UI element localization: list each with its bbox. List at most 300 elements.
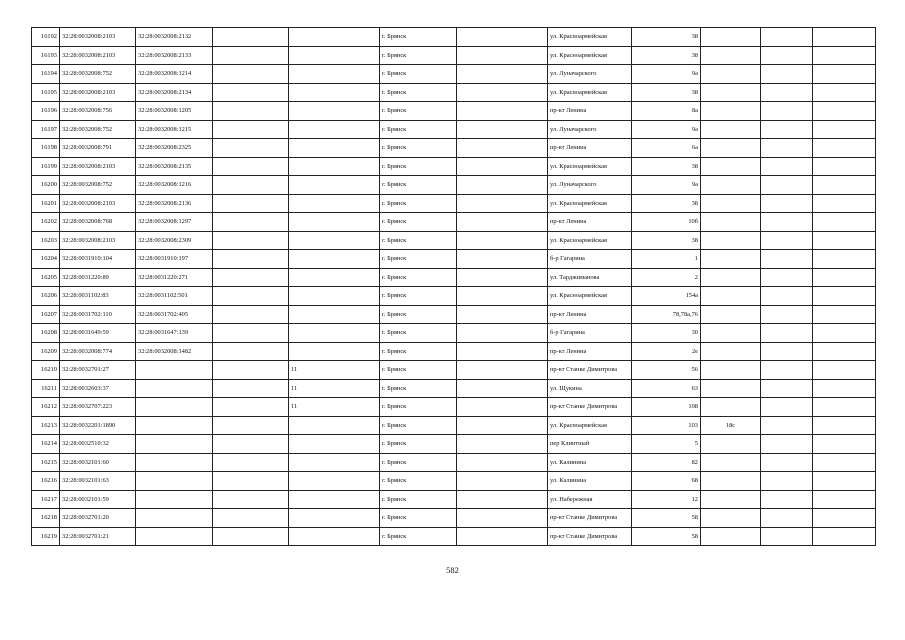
street-cell: ул. Красноармейская (548, 231, 632, 250)
city-cell: г. Брянск (380, 305, 457, 324)
building-cell (701, 157, 761, 176)
house-number: 63 (632, 379, 701, 398)
empty-cell (813, 509, 876, 528)
building-cell (701, 509, 761, 528)
empty-cell (457, 342, 548, 361)
house-number: 9а (632, 120, 701, 139)
linked-cadastral-number (136, 398, 213, 417)
house-number: 30 (632, 324, 701, 343)
row-number: 16195 (32, 83, 60, 102)
empty-cell (761, 231, 813, 250)
empty-cell (457, 46, 548, 65)
building-cell (701, 435, 761, 454)
empty-cell (213, 231, 289, 250)
table-row (32, 398, 876, 417)
city-cell: г. Брянск (380, 194, 457, 213)
table-row (32, 342, 876, 361)
empty-cell (813, 379, 876, 398)
empty-cell (457, 268, 548, 287)
table-row (32, 287, 876, 306)
street-cell: ул. Красноармейская (548, 416, 632, 435)
house-number: 8а (632, 102, 701, 121)
house-number: 38 (632, 194, 701, 213)
empty-cell (813, 490, 876, 509)
empty-cell (457, 287, 548, 306)
empty-cell (457, 361, 548, 380)
linked-cadastral-number (136, 472, 213, 491)
table-body (32, 28, 876, 546)
empty-cell (813, 342, 876, 361)
floor-cell: 11 (289, 361, 380, 380)
city-cell: г. Брянск (380, 416, 457, 435)
empty-cell (813, 361, 876, 380)
empty-cell (813, 194, 876, 213)
street-cell: ул. Красноармейская (548, 28, 632, 47)
floor-cell (289, 472, 380, 491)
street-cell: ул. Калинина (548, 453, 632, 472)
cadastral-number: 32:28:0031649:59 (60, 324, 136, 343)
street-cell: ул. Красноармейская (548, 194, 632, 213)
table-row (32, 472, 876, 491)
floor-cell (289, 102, 380, 121)
row-number: 16211 (32, 379, 60, 398)
street-cell: ул. Красноармейская (548, 287, 632, 306)
empty-cell (761, 139, 813, 158)
row-number: 16200 (32, 176, 60, 195)
empty-cell (457, 102, 548, 121)
cadastral-number: 32:28:0032707:223 (60, 398, 136, 417)
linked-cadastral-number: 32:28:0032008:1214 (136, 65, 213, 84)
house-number: 6а (632, 139, 701, 158)
empty-cell (813, 472, 876, 491)
street-cell: пр-кт Станке Димитрова (548, 361, 632, 380)
cadastral-number: 32:28:0032510:32 (60, 435, 136, 454)
city-cell: г. Брянск (380, 453, 457, 472)
row-number: 16219 (32, 527, 60, 546)
building-cell (701, 379, 761, 398)
house-number: 12 (632, 490, 701, 509)
street-cell: пр-кт Ленина (548, 139, 632, 158)
house-number: 5 (632, 435, 701, 454)
cadastral-number: 32:28:0032701:27 (60, 361, 136, 380)
city-cell: г. Брянск (380, 435, 457, 454)
cadastral-number: 32:28:0032008:2103 (60, 231, 136, 250)
empty-cell (761, 213, 813, 232)
empty-cell (761, 28, 813, 47)
empty-cell (457, 305, 548, 324)
empty-cell (213, 250, 289, 269)
table-row (32, 527, 876, 546)
empty-cell (813, 28, 876, 47)
empty-cell (761, 509, 813, 528)
floor-cell: 11 (289, 379, 380, 398)
city-cell: г. Брянск (380, 250, 457, 269)
city-cell: г. Брянск (380, 490, 457, 509)
building-cell (701, 305, 761, 324)
building-cell (701, 194, 761, 213)
building-cell (701, 342, 761, 361)
row-number: 16212 (32, 398, 60, 417)
cadastral-number: 32:28:0032101:60 (60, 453, 136, 472)
empty-cell (457, 490, 548, 509)
house-number: 9а (632, 65, 701, 84)
street-cell: пер Клинтный (548, 435, 632, 454)
table-row (32, 435, 876, 454)
building-cell (701, 65, 761, 84)
empty-cell (213, 176, 289, 195)
linked-cadastral-number: 32:28:0032008:1215 (136, 120, 213, 139)
empty-cell (457, 157, 548, 176)
table-row (32, 509, 876, 528)
empty-cell (213, 83, 289, 102)
linked-cadastral-number (136, 379, 213, 398)
empty-cell (213, 509, 289, 528)
cadastral-number: 32:28:0032008:2103 (60, 83, 136, 102)
empty-cell (457, 176, 548, 195)
building-cell (701, 213, 761, 232)
city-cell: г. Брянск (380, 342, 457, 361)
empty-cell (813, 102, 876, 121)
row-number: 16196 (32, 102, 60, 121)
city-cell: г. Брянск (380, 120, 457, 139)
empty-cell (813, 287, 876, 306)
empty-cell (813, 65, 876, 84)
row-number: 16208 (32, 324, 60, 343)
table-row (32, 231, 876, 250)
house-number: 103 (632, 416, 701, 435)
floor-cell (289, 139, 380, 158)
empty-cell (213, 435, 289, 454)
empty-cell (457, 527, 548, 546)
empty-cell (213, 453, 289, 472)
floor-cell (289, 157, 380, 176)
empty-cell (813, 398, 876, 417)
city-cell: г. Брянск (380, 102, 457, 121)
empty-cell (213, 472, 289, 491)
row-number: 16217 (32, 490, 60, 509)
floor-cell (289, 65, 380, 84)
city-cell: г. Брянск (380, 527, 457, 546)
linked-cadastral-number (136, 416, 213, 435)
cadastral-number: 32:28:0031702:110 (60, 305, 136, 324)
row-number: 16204 (32, 250, 60, 269)
table-row (32, 157, 876, 176)
page-number: 582 (446, 565, 459, 575)
empty-cell (213, 305, 289, 324)
row-number: 16199 (32, 157, 60, 176)
building-cell (701, 287, 761, 306)
linked-cadastral-number (136, 361, 213, 380)
building-cell (701, 472, 761, 491)
city-cell: г. Брянск (380, 287, 457, 306)
row-number: 16215 (32, 453, 60, 472)
street-cell: ул. Щукина (548, 379, 632, 398)
city-cell: г. Брянск (380, 176, 457, 195)
city-cell: г. Брянск (380, 65, 457, 84)
floor-cell (289, 213, 380, 232)
street-cell: пр-кт Станке Димитрова (548, 509, 632, 528)
city-cell: г. Брянск (380, 268, 457, 287)
empty-cell (813, 268, 876, 287)
empty-cell (761, 342, 813, 361)
street-cell: пр-кт Станке Димитрова (548, 398, 632, 417)
empty-cell (213, 139, 289, 158)
empty-cell (813, 176, 876, 195)
empty-cell (761, 120, 813, 139)
street-cell: пр-кт Ленина (548, 305, 632, 324)
row-number: 16206 (32, 287, 60, 306)
empty-cell (761, 268, 813, 287)
building-cell (701, 527, 761, 546)
building-cell (701, 398, 761, 417)
table-row (32, 65, 876, 84)
cadastral-number: 32:28:0032101:59 (60, 490, 136, 509)
row-number: 16202 (32, 213, 60, 232)
row-number: 16218 (32, 509, 60, 528)
house-number: 2е (632, 342, 701, 361)
house-number: 1 (632, 250, 701, 269)
row-number: 16213 (32, 416, 60, 435)
table-row (32, 490, 876, 509)
row-number: 16216 (32, 472, 60, 491)
empty-cell (457, 231, 548, 250)
cadastral-number: 32:28:0032201:1890 (60, 416, 136, 435)
empty-cell (213, 379, 289, 398)
row-number: 16194 (32, 65, 60, 84)
house-number: 9а (632, 176, 701, 195)
empty-cell (213, 28, 289, 47)
city-cell: г. Брянск (380, 472, 457, 491)
cadastral-number: 32:28:0032008:2103 (60, 157, 136, 176)
empty-cell (213, 398, 289, 417)
empty-cell (761, 83, 813, 102)
empty-cell (457, 194, 548, 213)
floor-cell (289, 28, 380, 47)
empty-cell (457, 416, 548, 435)
street-cell: ул. Калинина (548, 472, 632, 491)
floor-cell (289, 324, 380, 343)
floor-cell (289, 250, 380, 269)
linked-cadastral-number: 32:28:0032008:2134 (136, 83, 213, 102)
linked-cadastral-number: 32:28:0032008:2133 (136, 46, 213, 65)
cadastral-number: 32:28:0032008:2103 (60, 28, 136, 47)
empty-cell (761, 102, 813, 121)
cadastral-number: 32:28:0032008:774 (60, 342, 136, 361)
cadastral-number: 32:28:0032701:20 (60, 509, 136, 528)
table-row (32, 139, 876, 158)
table-row (32, 453, 876, 472)
empty-cell (761, 361, 813, 380)
building-cell (701, 490, 761, 509)
table-row (32, 120, 876, 139)
row-number: 16192 (32, 28, 60, 47)
floor-cell (289, 416, 380, 435)
linked-cadastral-number: 32:28:0032008:2309 (136, 231, 213, 250)
empty-cell (457, 379, 548, 398)
empty-cell (813, 435, 876, 454)
linked-cadastral-number: 32:28:0031910:197 (136, 250, 213, 269)
house-number: 38 (632, 83, 701, 102)
empty-cell (213, 157, 289, 176)
empty-cell (813, 416, 876, 435)
row-number: 16201 (32, 194, 60, 213)
empty-cell (813, 453, 876, 472)
linked-cadastral-number: 32:28:0032008:1205 (136, 102, 213, 121)
empty-cell (813, 83, 876, 102)
empty-cell (213, 416, 289, 435)
house-number: 78,78а,76 (632, 305, 701, 324)
empty-cell (813, 157, 876, 176)
table-row (32, 46, 876, 65)
table-row (32, 324, 876, 343)
table-row (32, 83, 876, 102)
building-cell (701, 361, 761, 380)
table-row (32, 305, 876, 324)
cadastral-number: 32:28:0032008:752 (60, 176, 136, 195)
empty-cell (213, 490, 289, 509)
empty-cell (213, 120, 289, 139)
empty-cell (761, 453, 813, 472)
row-number: 16205 (32, 268, 60, 287)
floor-cell (289, 194, 380, 213)
empty-cell (813, 231, 876, 250)
empty-cell (761, 176, 813, 195)
house-number: 58 (632, 527, 701, 546)
row-number: 16209 (32, 342, 60, 361)
cadastral-number: 32:28:0032008:768 (60, 213, 136, 232)
floor-cell (289, 176, 380, 195)
city-cell: г. Брянск (380, 46, 457, 65)
floor-cell (289, 509, 380, 528)
floor-cell (289, 490, 380, 509)
registry-table (31, 27, 876, 546)
empty-cell (813, 46, 876, 65)
empty-cell (761, 472, 813, 491)
cadastral-number: 32:28:0032008:791 (60, 139, 136, 158)
cadastral-number: 32:28:0032101:63 (60, 472, 136, 491)
house-number: 58 (632, 509, 701, 528)
floor-cell (289, 453, 380, 472)
table-row (32, 28, 876, 47)
building-cell (701, 176, 761, 195)
linked-cadastral-number: 32:28:0032008:1297 (136, 213, 213, 232)
building-cell (701, 28, 761, 47)
street-cell: ул. Луначарского (548, 176, 632, 195)
house-number: 38 (632, 231, 701, 250)
linked-cadastral-number (136, 527, 213, 546)
empty-cell (761, 416, 813, 435)
floor-cell: 11 (289, 398, 380, 417)
empty-cell (761, 490, 813, 509)
house-number: 56 (632, 361, 701, 380)
row-number: 16197 (32, 120, 60, 139)
empty-cell (457, 28, 548, 47)
building-cell (701, 102, 761, 121)
house-number: 10б (632, 213, 701, 232)
table-row (32, 176, 876, 195)
row-number: 16210 (32, 361, 60, 380)
house-number: 108 (632, 398, 701, 417)
empty-cell (813, 324, 876, 343)
empty-cell (761, 324, 813, 343)
building-cell (701, 120, 761, 139)
empty-cell (457, 83, 548, 102)
empty-cell (761, 398, 813, 417)
cadastral-number: 32:28:0032008:2103 (60, 46, 136, 65)
linked-cadastral-number: 32:28:0032008:1482 (136, 342, 213, 361)
street-cell: ул. Тарджиманова (548, 268, 632, 287)
empty-cell (213, 527, 289, 546)
street-cell: ул. Набережная (548, 490, 632, 509)
building-cell (701, 139, 761, 158)
building-cell (701, 268, 761, 287)
street-cell: ул. Луначарского (548, 120, 632, 139)
linked-cadastral-number: 32:28:0031702:405 (136, 305, 213, 324)
linked-cadastral-number (136, 509, 213, 528)
linked-cadastral-number (136, 490, 213, 509)
city-cell: г. Брянск (380, 361, 457, 380)
building-cell (701, 46, 761, 65)
house-number: 38 (632, 46, 701, 65)
empty-cell (761, 194, 813, 213)
table-row (32, 213, 876, 232)
empty-cell (457, 65, 548, 84)
row-number: 16214 (32, 435, 60, 454)
house-number: 154а (632, 287, 701, 306)
city-cell: г. Брянск (380, 398, 457, 417)
city-cell: г. Брянск (380, 509, 457, 528)
street-cell: ул. Луначарского (548, 65, 632, 84)
floor-cell (289, 342, 380, 361)
linked-cadastral-number: 32:28:0031102:501 (136, 287, 213, 306)
empty-cell (813, 139, 876, 158)
empty-cell (761, 527, 813, 546)
empty-cell (761, 250, 813, 269)
building-cell (701, 231, 761, 250)
house-number: 68 (632, 472, 701, 491)
cadastral-number: 32:28:0032008:756 (60, 102, 136, 121)
street-cell: б-р Гагарина (548, 324, 632, 343)
floor-cell (289, 435, 380, 454)
building-cell: 18с (701, 416, 761, 435)
empty-cell (213, 324, 289, 343)
empty-cell (457, 509, 548, 528)
floor-cell (289, 527, 380, 546)
street-cell: ул. Красноармейская (548, 46, 632, 65)
empty-cell (213, 213, 289, 232)
empty-cell (457, 398, 548, 417)
empty-cell (213, 268, 289, 287)
linked-cadastral-number: 32:28:0032008:2135 (136, 157, 213, 176)
floor-cell (289, 83, 380, 102)
building-cell (701, 83, 761, 102)
street-cell: пр-кт Станке Димитрова (548, 527, 632, 546)
empty-cell (761, 379, 813, 398)
floor-cell (289, 305, 380, 324)
house-number: 38 (632, 157, 701, 176)
empty-cell (813, 213, 876, 232)
house-number: 38 (632, 28, 701, 47)
linked-cadastral-number: 32:28:0031647:139 (136, 324, 213, 343)
empty-cell (761, 305, 813, 324)
empty-cell (213, 287, 289, 306)
linked-cadastral-number: 32:28:0031220:271 (136, 268, 213, 287)
cadastral-number: 32:28:0031220:89 (60, 268, 136, 287)
empty-cell (457, 120, 548, 139)
empty-cell (213, 46, 289, 65)
empty-cell (813, 120, 876, 139)
city-cell: г. Брянск (380, 83, 457, 102)
